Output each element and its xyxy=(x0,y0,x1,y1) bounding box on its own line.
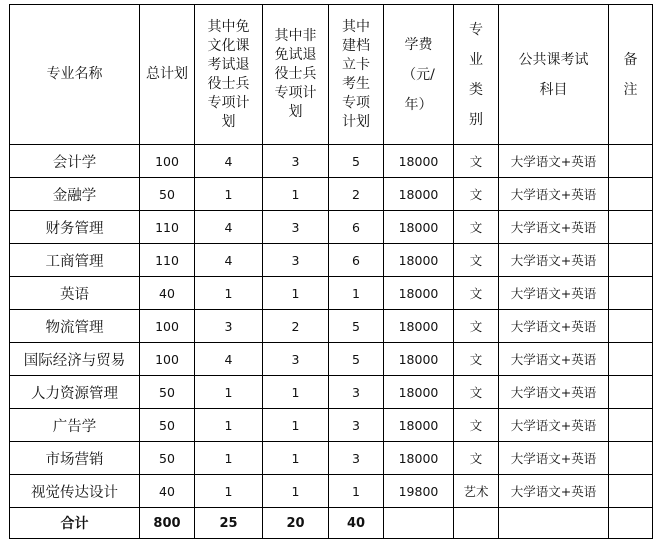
exempt-veteran-cell: 1 xyxy=(195,277,263,310)
header-line: 役士兵 xyxy=(274,66,317,82)
header-line: 其中 xyxy=(342,18,370,35)
major-cell: 物流管理 xyxy=(10,310,140,343)
header-exam-subjects xyxy=(499,5,609,145)
exempt-veteran-cell: 3 xyxy=(195,310,263,343)
remarks-cell xyxy=(609,145,653,178)
poor-student-cell: 3 xyxy=(329,409,384,442)
header-line: 类 xyxy=(469,81,483,98)
non-exempt-veteran-cell: 3 xyxy=(263,343,329,376)
category-cell: 文 xyxy=(454,442,499,475)
header-line: 科目 xyxy=(539,81,568,98)
header-line: 年） xyxy=(404,96,433,113)
category-cell: 文 xyxy=(454,310,499,343)
exempt-veteran-cell: 4 xyxy=(195,211,263,244)
category-cell: 文 xyxy=(454,145,499,178)
header-remarks xyxy=(609,5,653,145)
poor-student-cell: 5 xyxy=(329,145,384,178)
poor-student-cell: 5 xyxy=(329,343,384,376)
remarks-cell xyxy=(609,343,653,376)
major-cell: 会计学 xyxy=(10,145,140,178)
category-cell: 文 xyxy=(454,277,499,310)
header-total-plan: 总计划 xyxy=(140,5,195,145)
non-exempt-veteran-cell: 2 xyxy=(263,310,329,343)
total-plan-cell: 50 xyxy=(140,178,195,211)
non-exempt-veteran-cell: 1 xyxy=(263,442,329,475)
table-row xyxy=(10,145,653,178)
table-row xyxy=(10,475,653,508)
category-cell: 文 xyxy=(454,343,499,376)
table-row xyxy=(10,343,653,376)
exam-subjects-cell: 大学语文+英语 xyxy=(499,244,609,277)
total-plan-cell: 100 xyxy=(140,310,195,343)
category-cell: 文 xyxy=(454,211,499,244)
tuition-cell: 18000 xyxy=(384,409,454,442)
tuition-cell: 19800 xyxy=(384,475,454,508)
non-exempt-veteran-cell: 1 xyxy=(263,475,329,508)
major-cell: 国际经济与贸易 xyxy=(10,343,140,376)
category-empty-cell xyxy=(454,508,499,539)
table-row xyxy=(10,376,653,409)
category-cell: 文 xyxy=(454,376,499,409)
exempt-veteran-cell: 4 xyxy=(195,145,263,178)
major-cell: 英语 xyxy=(10,277,140,310)
header-line: 考试退 xyxy=(207,56,250,73)
poor-student-cell: 6 xyxy=(329,244,384,277)
poor-student-sum-cell: 40 xyxy=(329,508,384,539)
non-exempt-veteran-cell: 1 xyxy=(263,277,329,310)
remarks-cell xyxy=(609,409,653,442)
header-line: 建档 xyxy=(342,37,370,54)
header-line: 划 xyxy=(288,104,303,120)
header-line: 专项 xyxy=(342,94,370,111)
table-row xyxy=(10,244,653,277)
header-line: 专项计 xyxy=(274,85,317,101)
tuition-cell: 18000 xyxy=(384,310,454,343)
remarks-cell xyxy=(609,178,653,211)
poor-student-cell: 1 xyxy=(329,475,384,508)
header-line: 考生 xyxy=(342,75,370,92)
poor-student-cell: 6 xyxy=(329,211,384,244)
header-line: 业 xyxy=(469,51,483,68)
table-row xyxy=(10,409,653,442)
tuition-cell: 18000 xyxy=(384,277,454,310)
header-line: 划 xyxy=(221,113,236,130)
non-exempt-veteran-sum-cell: 20 xyxy=(263,508,329,539)
total-plan-cell: 50 xyxy=(140,409,195,442)
exempt-veteran-cell: 4 xyxy=(195,343,263,376)
total-plan-cell: 50 xyxy=(140,442,195,475)
total-plan-cell: 40 xyxy=(140,277,195,310)
remarks-cell xyxy=(609,211,653,244)
exempt-veteran-cell: 1 xyxy=(195,178,263,211)
exam-subjects-cell: 大学语文+英语 xyxy=(499,343,609,376)
exam-subjects-cell: 大学语文+英语 xyxy=(499,409,609,442)
header-line: 立卡 xyxy=(342,56,370,73)
poor-student-cell: 2 xyxy=(329,178,384,211)
total-plan-cell: 100 xyxy=(140,145,195,178)
exempt-veteran-sum-cell: 25 xyxy=(195,508,263,539)
exam-subjects-empty-cell xyxy=(499,508,609,539)
header-line: 专 xyxy=(469,21,483,38)
total-plan-cell: 40 xyxy=(140,475,195,508)
major-cell: 视觉传达设计 xyxy=(10,475,140,508)
remarks-cell xyxy=(609,442,653,475)
header-tuition xyxy=(384,5,454,145)
tuition-cell: 18000 xyxy=(384,244,454,277)
remarks-cell xyxy=(609,277,653,310)
major-cell: 工商管理 xyxy=(10,244,140,277)
header-major: 专业名称 xyxy=(10,5,140,145)
header-line: 役士兵 xyxy=(207,75,250,92)
major-cell: 广告学 xyxy=(10,409,140,442)
tuition-cell: 18000 xyxy=(384,376,454,409)
exempt-veteran-cell: 1 xyxy=(195,442,263,475)
exam-subjects-cell: 大学语文+英语 xyxy=(499,376,609,409)
non-exempt-veteran-cell: 1 xyxy=(263,376,329,409)
major-cell: 金融学 xyxy=(10,178,140,211)
poor-student-cell: 5 xyxy=(329,310,384,343)
poor-student-cell: 3 xyxy=(329,442,384,475)
enrollment-plan-table xyxy=(9,4,653,539)
header-row xyxy=(10,5,653,145)
header-line: 公共课考试 xyxy=(518,51,589,68)
major-cell: 市场营销 xyxy=(10,442,140,475)
total-plan-cell: 110 xyxy=(140,211,195,244)
non-exempt-veteran-cell: 3 xyxy=(263,244,329,277)
header-non-exempt-veteran xyxy=(263,5,329,145)
table-row xyxy=(10,310,653,343)
non-exempt-veteran-cell: 1 xyxy=(263,178,329,211)
remarks-cell xyxy=(609,376,653,409)
tuition-cell: 18000 xyxy=(384,178,454,211)
non-exempt-veteran-cell: 1 xyxy=(263,409,329,442)
total-plan-cell: 110 xyxy=(140,244,195,277)
category-cell: 文 xyxy=(454,409,499,442)
header-line: 注 xyxy=(623,81,638,98)
table-row xyxy=(10,211,653,244)
poor-student-cell: 3 xyxy=(329,376,384,409)
category-cell: 文 xyxy=(454,244,499,277)
header-line: 专项计 xyxy=(207,94,250,111)
major-cell: 财务管理 xyxy=(10,211,140,244)
total-plan-cell: 100 xyxy=(140,343,195,376)
header-line: 别 xyxy=(469,111,483,128)
major-cell: 人力资源管理 xyxy=(10,376,140,409)
exempt-veteran-cell: 1 xyxy=(195,409,263,442)
category-cell: 文 xyxy=(454,178,499,211)
exam-subjects-cell: 大学语文+英语 xyxy=(499,475,609,508)
tuition-empty-cell xyxy=(384,508,454,539)
exempt-veteran-cell: 1 xyxy=(195,475,263,508)
exam-subjects-cell: 大学语文+英语 xyxy=(499,277,609,310)
header-poor-student xyxy=(329,5,384,145)
header-line: 其中非 xyxy=(274,28,317,44)
total-plan-sum-cell: 800 xyxy=(140,508,195,539)
poor-student-cell: 1 xyxy=(329,277,384,310)
header-line: 备 xyxy=(623,51,638,68)
exam-subjects-cell: 大学语文+英语 xyxy=(499,211,609,244)
exam-subjects-cell: 大学语文+英语 xyxy=(499,178,609,211)
remarks-empty-cell xyxy=(609,508,653,539)
category-cell: 艺术 xyxy=(454,475,499,508)
total-plan-cell: 50 xyxy=(140,376,195,409)
exempt-veteran-cell: 1 xyxy=(195,376,263,409)
tuition-cell: 18000 xyxy=(384,145,454,178)
table-row xyxy=(10,277,653,310)
tuition-cell: 18000 xyxy=(384,343,454,376)
exam-subjects-cell: 大学语文+英语 xyxy=(499,145,609,178)
total-row xyxy=(10,508,653,539)
header-exempt-veteran xyxy=(195,5,263,145)
exam-subjects-cell: 大学语文+英语 xyxy=(499,442,609,475)
header-line: 文化课 xyxy=(207,37,250,54)
header-line: 学费 xyxy=(404,36,433,53)
table-row xyxy=(10,442,653,475)
remarks-cell xyxy=(609,310,653,343)
tuition-cell: 18000 xyxy=(384,211,454,244)
header-line: 计划 xyxy=(342,113,370,130)
table-row xyxy=(10,178,653,211)
non-exempt-veteran-cell: 3 xyxy=(263,145,329,178)
total-label-cell: 合计 xyxy=(10,508,140,539)
header-line: 免试退 xyxy=(274,47,317,63)
remarks-cell xyxy=(609,475,653,508)
remarks-cell xyxy=(609,244,653,277)
header-category xyxy=(454,5,499,145)
header-line: 其中免 xyxy=(207,18,250,35)
header-line: （元/ xyxy=(402,66,435,83)
exam-subjects-cell: 大学语文+英语 xyxy=(499,310,609,343)
non-exempt-veteran-cell: 3 xyxy=(263,211,329,244)
exempt-veteran-cell: 4 xyxy=(195,244,263,277)
tuition-cell: 18000 xyxy=(384,442,454,475)
